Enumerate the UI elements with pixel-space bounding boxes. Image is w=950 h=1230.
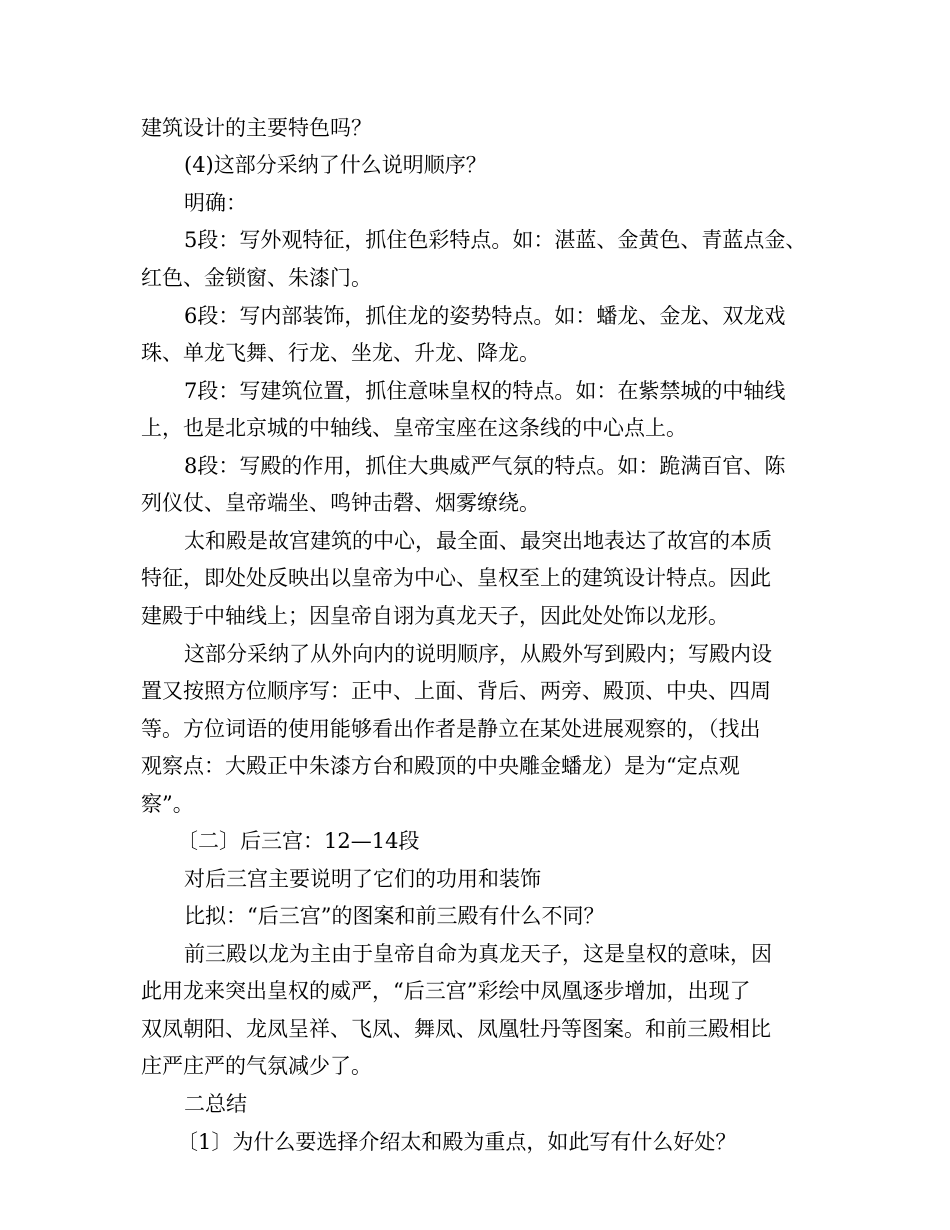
question-4: (4)这部分采纳了什么说明顺序？ [184, 153, 487, 177]
paragraph-line: 庄严庄严的气氛减少了。 [141, 1054, 372, 1078]
text-line: 建筑设计的主要特色吗？ [141, 116, 372, 140]
paragraph-7-line: 7段：写建筑位置，抓住意味皇权的特点。如：在紫禁城的中轴线 [184, 379, 786, 403]
paragraph-8-line: 列仪仗、皇帝端坐、鸣钟击磬、烟雾缭绕。 [141, 491, 540, 515]
paragraph-line: 对后三宫主要说明了它们的功用和装饰 [184, 867, 541, 891]
paragraph-line: 置又按照方位顺序写：正中、上面、背后、两旁、殿顶、中央、四周 [141, 679, 771, 703]
paragraph-line: 特征，即处处反映出以皇帝为中心、皇权至上的建筑设计特点。因此 [141, 566, 771, 590]
section-heading: 〔二〕后三宫：12—14段 [177, 829, 420, 853]
paragraph-line: 建殿于中轴线上；因皇帝自诩为真龙天子，因此处处饰以龙形。 [141, 604, 729, 628]
paragraph-line: 前三殿以龙为主由于皇帝自命为真龙天子，这是皇权的意味，因 [184, 942, 772, 966]
section-heading: 二总结 [184, 1092, 247, 1116]
question-line: 比拟：“后三宫”的图案和前三殿有什么不同？ [184, 904, 605, 928]
answer-heading: 明确： [184, 191, 247, 215]
paragraph-line: 太和殿是故宫建筑的中心，最全面、最突出地表达了故宫的本质 [184, 529, 772, 553]
paragraph-5-line: 红色、金锁窗、朱漆门。 [141, 266, 372, 290]
paragraph-line: 双凤朝阳、龙凤呈祥、飞凤、舞凤、凤凰牡丹等图案。和前三殿相比 [141, 1017, 771, 1041]
paragraph-line: 观察点：大殿正中朱漆方台和殿顶的中央雕金蟠龙）是为“定点观 [141, 754, 740, 778]
paragraph-7-line: 上，也是北京城的中轴线、皇帝宝座在这条线的中心点上。 [141, 416, 687, 440]
paragraph-6-line: 珠、单龙飞舞、行龙、坐龙、升龙、降龙。 [141, 341, 540, 365]
paragraph-line: 此用龙来突出皇权的威严，“后三宫”彩绘中凤凰逐步增加，出现了 [141, 979, 751, 1003]
paragraph-line: 等。方位词语的使用能够看出作者是静立在某处进展观察的，（找出 [141, 717, 761, 741]
paragraph-line: 察”。 [141, 792, 194, 816]
paragraph-5-line: 5段：写外观特征，抓住色彩特点。如：湛蓝、金黄色、青蓝点金、 [184, 228, 807, 252]
paragraph-8-line: 8段：写殿的作用，抓住大典威严气氛的特点。如：跪满百官、陈 [184, 454, 786, 478]
paragraph-line: 这部分采纳了从外向内的说明顺序，从殿外写到殿内；写殿内设 [184, 642, 772, 666]
question-line: 〔1〕为什么要选择介绍太和殿为重点，如此写有什么好处？ [177, 1130, 737, 1154]
paragraph-6-line: 6段：写内部装饰，抓住龙的姿势特点。如：蟠龙、金龙、双龙戏 [184, 304, 786, 328]
